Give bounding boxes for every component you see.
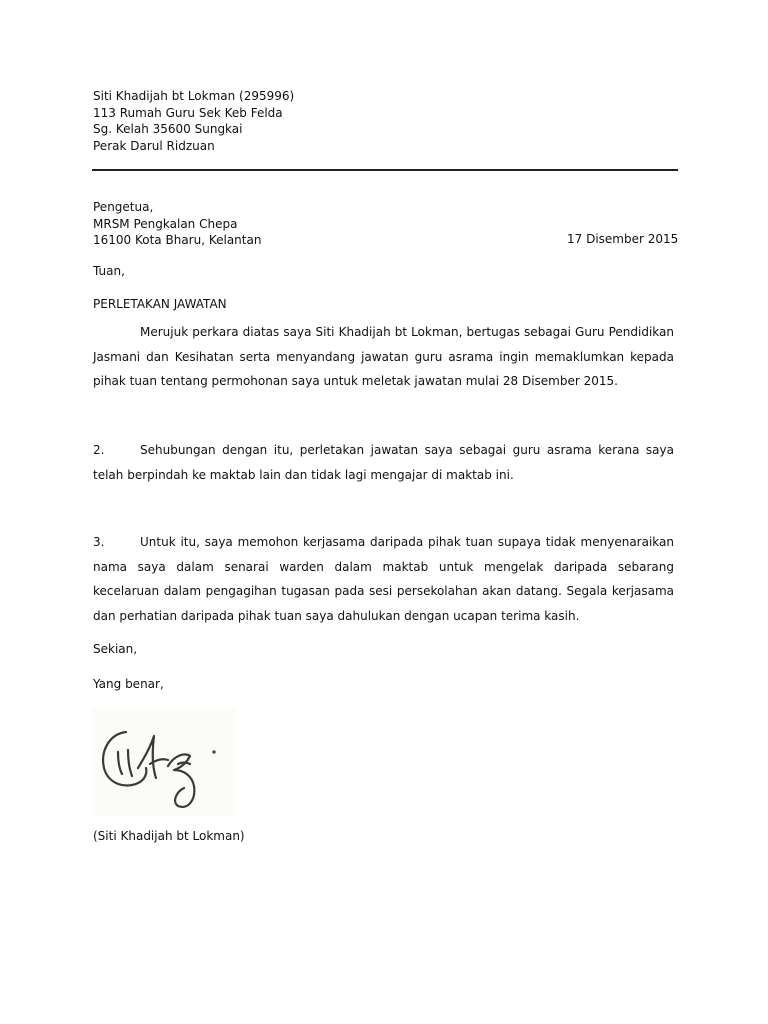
recipient-address-block: [93, 199, 261, 249]
recipient-address: 16100 Kota Bharu, Kelantan: [93, 233, 262, 247]
paragraph-2-text: Sehubungan dengan itu, perletakan jawatan saya sebagai guru asrama kerana saya telah berpindah ke maktab lain dan tidak lagi mengajar di maktab ini.: [93, 443, 674, 482]
recipient-organization: MRSM Pengkalan Chepa: [93, 216, 238, 231]
recipient-title: Pengetua,: [93, 200, 154, 214]
signature-image: [92, 708, 236, 816]
paragraph-1: Merujuk perkara diatas saya Siti Khadijah bt Lokman, bertugas sebagai Guru Pendidikan Jasmani dan Kesihatan serta menyandang jawatan guru asrama ingin memaklumkan kepada pihak tuan tentang permohonan saya untuk meletak jawatan mulai 28 Disember 2015.: [93, 325, 674, 388]
salutation: Tuan,: [93, 264, 125, 278]
signature-icon: [92, 708, 236, 816]
signatory-name: (Siti Khadijah bt Lokman): [93, 829, 245, 843]
letter-date: 17 Disember 2015: [567, 232, 679, 246]
paragraph-3: [93, 530, 674, 628]
sender-address-line-2: Sg. Kelah 35600 Sungkai: [93, 122, 243, 136]
subject-heading: PERLETAKAN JAWATAN: [93, 297, 227, 311]
sender-address-line-3: Perak Darul Ridzuan: [93, 138, 215, 153]
paragraph-2: [93, 438, 674, 487]
closing-yang-benar: Yang benar,: [93, 677, 164, 691]
closing-sekian: Sekian,: [93, 642, 138, 656]
paragraph-2-number: 2.: [93, 443, 105, 457]
sender-name: Siti Khadijah bt Lokman (295996): [93, 89, 295, 103]
paragraph-3-number: 3.: [93, 535, 105, 549]
sender-address-block: [93, 88, 294, 154]
paragraph-3-text: Untuk itu, saya memohon kerjasama daripada pihak tuan supaya tidak menyenaraikan nama saya dalam senarai warden dalam maktab untuk mengelak daripada sebarang kecelaruan dalam pengagihan tugasan pada sesi persekolahan akan datang. Segala kerjasama dan perhatian daripada pihak tuan saya dahulukan dengan ucapan terima kasih.: [93, 535, 674, 623]
sender-address-line-1: 113 Rumah Guru Sek Keb Felda: [93, 105, 283, 120]
header-divider: [92, 169, 678, 171]
